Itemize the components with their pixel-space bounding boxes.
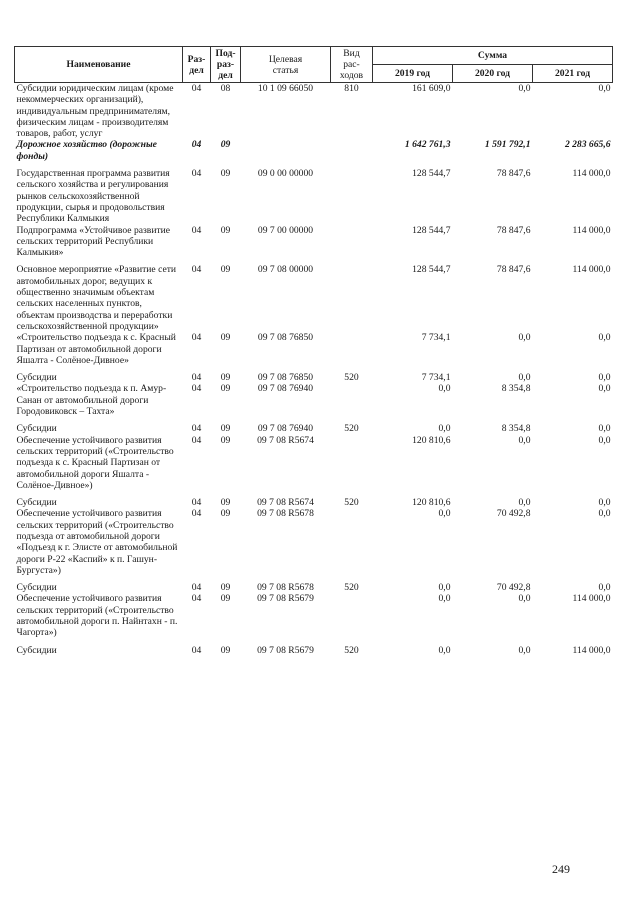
row-2019: 0,0 [438,423,451,435]
header-vid: Вид рас- ходов [331,47,373,83]
row-razdel: 04 [191,224,202,236]
row-podrazdel: 09 [220,264,231,276]
row-razdel: 04 [191,593,202,605]
row-target: 09 7 08 76940 [257,383,314,395]
page-number: 249 [552,862,570,876]
row-target: 09 7 08 76850 [257,332,314,344]
row-podrazdel: 09 [220,372,231,384]
row-2020: 1 591 792,1 [484,139,531,151]
row-2020: 78 847,6 [496,168,531,180]
row-razdel: 04 [191,168,202,180]
row-target: 09 7 08 R5674 [257,434,314,446]
row-2020: 0,0 [518,644,531,656]
row-2021: 114 000,0 [572,593,611,605]
table-row [15,639,613,656]
row-name: Субсидии [16,497,57,509]
row-podrazdel: 09 [220,593,231,605]
row-2019: 0,0 [438,582,451,594]
row-name: Государственная программа развития сельского хозяйства и регулирования рынков сельскохозяйственной продукции, сырья и продовольствия Республики Калмыкия [16,168,170,225]
table-row [15,366,613,383]
row-podrazdel: 09 [220,644,231,656]
row-2019: 1 642 761,3 [404,139,451,151]
row-target: 09 7 08 00000 [257,264,314,276]
table-row [15,332,613,366]
row-vid [331,383,373,417]
row-2019: 7 734,1 [421,372,451,384]
table-row [15,258,613,332]
row-2020: 0,0 [518,372,531,384]
header-2021: 2021 год [533,65,613,83]
row-name: Субсидии [16,372,57,384]
row-2021: 114 000,0 [572,224,611,236]
row-target: 09 7 08 R5679 [257,593,314,605]
header-summa: Сумма [373,47,613,65]
row-vid [331,162,373,224]
budget-table [14,46,613,656]
row-vid [331,508,373,576]
row-2020: 0,0 [518,332,531,344]
row-razdel: 04 [191,423,202,435]
row-name: Обеспечение устойчивого развития сельских территорий («Строительство подъезда к с. Красный Партизан от автомобильной дороги Яшалта - Солёное-Дивное») [16,434,174,491]
row-2019: 0,0 [438,508,451,520]
row-vid [331,225,373,259]
row-2020: 78 847,6 [496,264,531,276]
row-2019: 120 810,6 [412,497,451,509]
row-vid [331,435,373,491]
table-body [15,83,613,656]
row-podrazdel: 09 [220,224,231,236]
row-podrazdel: 09 [220,497,231,509]
row-2021: 0,0 [598,383,611,395]
row-razdel: 04 [191,264,202,276]
table-header [15,47,613,83]
row-target: 09 7 08 R5679 [257,644,314,656]
header-podrazdel: Под- раз- дел [211,47,241,83]
row-vid: 810 [344,83,359,94]
row-vid: 520 [344,372,359,384]
row-target: 09 7 08 R5674 [257,497,314,509]
row-razdel: 04 [191,372,202,384]
header-2020: 2020 год [453,65,533,83]
row-2020: 0,0 [518,497,531,509]
row-podrazdel: 09 [220,139,231,151]
row-name: Субсидии юридическим лицам (кроме некоммерческих организаций), индивидуальным предпринимателям, физическим лицам - производителям товаров, работ, услуг [16,83,174,140]
row-name: Дорожное хозяйство (дорожные фонды) [16,139,157,162]
row-vid: 520 [344,497,359,509]
row-razdel: 04 [191,508,202,520]
row-podrazdel: 09 [220,434,231,446]
row-target: 09 7 08 R5678 [257,508,314,520]
row-razdel: 04 [191,497,202,509]
row-podrazdel: 09 [220,168,231,180]
table-row [15,508,613,576]
row-target: 09 7 08 76940 [257,423,314,435]
row-2020: 8 354,8 [501,423,531,435]
row-2020: 70 492,8 [496,582,531,594]
row-2020: 70 492,8 [496,508,531,520]
row-2019: 161 609,0 [412,83,451,94]
row-2021: 0,0 [598,497,611,509]
row-vid: 520 [344,423,359,435]
row-target: 09 7 08 R5678 [257,582,314,594]
row-podrazdel: 09 [220,383,231,395]
table-row [15,491,613,508]
row-razdel: 04 [191,383,202,395]
row-2020: 0,0 [518,434,531,446]
header-name: Наименование [15,47,183,83]
header-razdel: Раз- дел [183,47,211,83]
row-2021: 0,0 [598,423,611,435]
row-podrazdel: 09 [220,423,231,435]
row-2019: 0,0 [438,383,451,395]
row-2019: 120 810,6 [412,434,451,446]
table-row [15,162,613,224]
row-2021: 0,0 [598,434,611,446]
row-name: Основное мероприятие «Развитие сети автомобильных дорог, ведущих к общественно значимым объектам сельских населенных пунктов, объектам производства и переработки сельскохозяйственной продукции» [16,264,177,332]
row-razdel: 04 [191,139,202,151]
row-name: Подпрограмма «Устойчивое развитие сельских территорий Республики Калмыкия» [16,224,171,259]
row-target: 09 0 00 00000 [257,168,314,180]
row-razdel: 04 [191,332,202,344]
row-name: Обеспечение устойчивого развития сельских территорий («Строительство автомобильной дороги п. Найнтахн - п. Чагорта») [16,593,178,639]
row-name: «Строительство подъезда к п. Амур-Санан от автомобильной дороги Городовиковск – Тахта» [16,383,167,418]
row-2021: 0,0 [598,508,611,520]
row-2021: 0,0 [598,332,611,344]
row-vid [331,258,373,332]
row-2020: 8 354,8 [501,383,531,395]
row-razdel: 04 [191,644,202,656]
row-podrazdel: 08 [220,83,231,94]
row-2019: 128 544,7 [412,168,451,180]
row-vid: 520 [344,582,359,594]
row-name: Субсидии [16,582,57,594]
row-2019: 128 544,7 [412,264,451,276]
row-podrazdel: 09 [220,508,231,520]
table-row [15,435,613,491]
table-row [15,383,613,417]
row-2021: 0,0 [598,83,611,94]
row-name: «Строительство подъезда к с. Красный Партизан от автомобильной дороги Яшалта - Солёное-Дивное» [16,332,176,366]
header-target: Целевая статья [241,47,331,83]
row-2019: 128 544,7 [412,224,451,236]
row-2019: 0,0 [438,644,451,656]
table-row [15,225,613,259]
row-vid [331,139,373,162]
row-2019: 0,0 [438,593,451,605]
table-row [15,139,613,162]
header-2019: 2019 год [373,65,453,83]
table-row [15,576,613,593]
row-2020: 0,0 [518,593,531,605]
row-name: Обеспечение устойчивого развития сельских территорий («Строительство подъезда от автомобильной дороги «Подъезд к г. Элисте от автомобильной дороги Р-22 «Каспий» к п. Гашун-Бургуста») [16,508,178,576]
row-razdel: 04 [191,582,202,594]
row-target [241,139,331,162]
table-row [15,83,613,140]
row-2021: 114 000,0 [572,168,611,180]
row-podrazdel: 09 [220,582,231,594]
row-vid [331,593,373,638]
row-target: 09 7 00 00000 [257,224,314,236]
row-razdel: 04 [191,83,202,94]
row-vid: 520 [344,644,359,656]
row-2021: 0,0 [598,372,611,384]
row-vid [331,332,373,366]
row-name: Субсидии [16,644,57,656]
row-2020: 78 847,6 [496,224,531,236]
row-podrazdel: 09 [220,332,231,344]
row-2021: 114 000,0 [572,264,611,276]
row-name: Субсидии [16,423,57,435]
row-2020: 0,0 [518,83,531,94]
table-row [15,593,613,638]
row-2021: 2 283 665,6 [564,139,611,151]
row-2021: 0,0 [598,582,611,594]
row-2019: 7 734,1 [421,332,451,344]
table-row [15,417,613,434]
row-target: 09 7 08 76850 [257,372,314,384]
row-2021: 114 000,0 [572,644,611,656]
row-razdel: 04 [191,434,202,446]
row-target: 10 1 09 66050 [257,83,314,94]
